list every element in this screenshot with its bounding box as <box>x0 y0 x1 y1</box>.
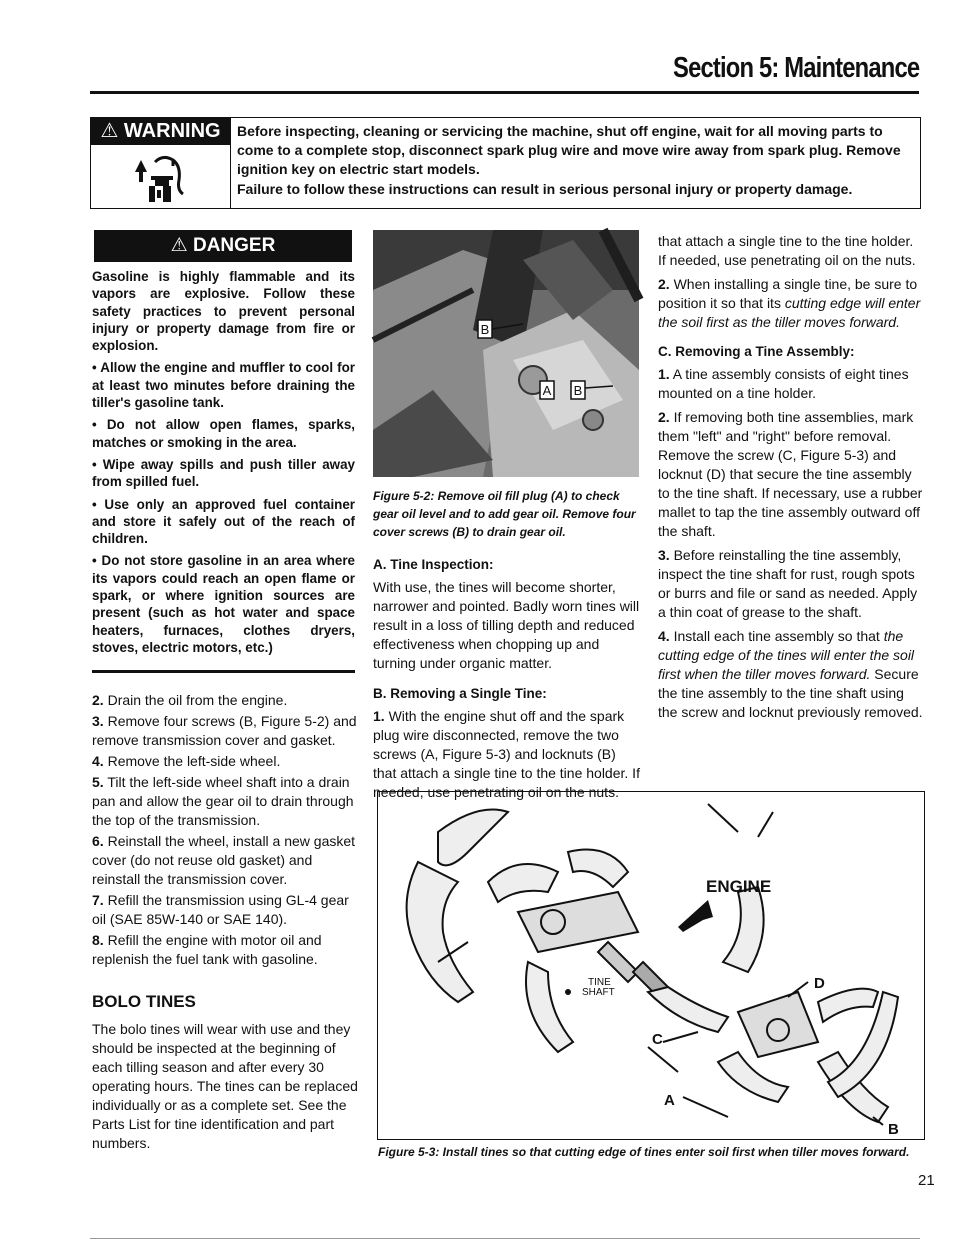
danger-bullet: • Allow the engine and muffler to cool for at least two minutes before draining the tiller's gasoline tank. <box>92 360 355 411</box>
section-title: Section 5: Maintenance <box>672 52 919 84</box>
shaft-label: SHAFT <box>582 987 615 998</box>
step-item: 7. Refill the transmission using GL-4 gear oil (SAE 85W-140 or SAE 140). <box>92 892 349 927</box>
label-a: A <box>664 1092 675 1109</box>
warning-box <box>90 117 921 209</box>
danger-badge <box>94 230 352 262</box>
tine-assembly-diagram <box>378 792 924 1139</box>
step-item: 3. Remove four screws (B, Figure 5-2) and remove transmission cover and gasket. <box>92 713 357 748</box>
figure-5-3-caption: Figure 5-3: Install tines so that cutting edge of tines enter soil first when tiller moves forward. <box>378 1145 910 1159</box>
bottom-divider <box>90 1238 920 1239</box>
step-item: 6. Reinstall the wheel, install a new gasket cover (do not reuse old gasket) and reinstall the transmission cover. <box>92 833 356 887</box>
photo-label-b: B <box>480 322 490 337</box>
danger-section <box>92 230 355 673</box>
danger-text <box>92 268 355 656</box>
danger-divider <box>92 670 355 673</box>
figure-5-3 <box>377 791 925 1140</box>
step-item: 1. A tine assembly consists of eight tines mounted on a tine holder. <box>658 366 909 401</box>
spark-plug-disconnect-icon <box>129 150 193 204</box>
tine-label: TINE <box>588 977 611 988</box>
step-item: 5. Tilt the left-side wheel shaft into a drain pan and allow the gear oil to drain through the top of the transmission. <box>92 774 354 828</box>
danger-intro: Gasoline is highly flammable and its vapors are explosive. Follow these safety practices to prevent personal injury or property damage from fire or explosion. <box>92 269 355 354</box>
warning-text <box>237 122 917 200</box>
step-item: 8. Refill the engine with motor oil and replenish the fuel tank with gasoline. <box>92 932 322 967</box>
warning-label: WARNING <box>123 120 221 142</box>
label-b: B <box>888 1121 899 1138</box>
page-number: 21 <box>918 1172 935 1189</box>
danger-bullet: • Use only an approved fuel container and store it safely out of the reach of children. <box>92 496 355 547</box>
danger-label: DANGER <box>192 235 276 256</box>
bolo-tines-body: The bolo tines will wear with use and they should be inspected at the beginning of each tilling season and after every 30 operating hours. The tines can be replaced individually or as a complete set. See the Parts List for tine identification and part numbers. <box>92 1021 358 1151</box>
danger-bullet: • Do not store gasoline in an area where its vapors could reach an open flame or spark, or where ignition sources are present (such as hot water and space heaters, furnaces, clothes dryers, stoves, electric motors, etc.) <box>92 553 355 655</box>
danger-bullet: • Do not allow open flames, sparks, matches or smoking in the area. <box>92 417 355 450</box>
tine-assembly-heading: C. Removing a Tine Assembly: <box>658 344 855 359</box>
warning-instruction: Before inspecting, cleaning or servicing the machine, shut off engine, wait for all moving parts to come to a complete stop, disconnect spark plug wire and move wire away from spark plug. Remove ignition key on electric start models. <box>237 123 901 177</box>
transmission-photo <box>373 230 639 477</box>
bolo-tines-heading: BOLO TINES <box>92 992 196 1011</box>
tine-inspection-heading: A. Tine Inspection: <box>373 557 494 572</box>
step-item: 2. If removing both tine assemblies, mark them "left" and "right" before removal. Remove the screw (C, Figure 5-3) and locknut (D) that secure the tine assembly to the tine shaft. If necessary, use a rubber mallet to tap the tine assembly outward off the shaft. <box>658 409 923 539</box>
warning-badge <box>91 118 230 145</box>
single-tine-heading: B. Removing a Single Tine: <box>373 686 547 701</box>
figure-5-2-caption: Figure 5-2: Remove oil fill plug (A) to check gear oil level and to add gear oil. Remove four cover screws (B) to drain gear oil. <box>373 489 636 539</box>
step-item: 3. Before reinstalling the tine assembly, inspect the tine shaft for rust, rough spots or burrs and file or sand as needed. Apply a thin coat of grease to the shaft. <box>658 547 918 620</box>
label-d: D <box>814 975 825 992</box>
oil-change-steps <box>92 691 360 971</box>
figure-5-2 <box>373 230 641 541</box>
tine-inspection-body: With use, the tines will become shorter, narrower and pointed. Badly worn tines will result in a loss of tilling depth and reduced effectiveness when chopping up and turning under organic matter. <box>373 579 640 671</box>
label-c: C <box>652 1031 663 1048</box>
engine-label: ENGINE <box>706 877 772 896</box>
step-item: 4. Install each tine assembly so that the cutting edge of the tines will enter the soil first when the tiller moves forward. Secure the tine assembly to the tine shaft using the screw and locknut previously removed. <box>658 628 923 720</box>
page-header <box>90 52 919 94</box>
photo-label-a: A <box>542 383 552 398</box>
tine-inspection-section <box>373 555 641 800</box>
danger-bullet: • Wipe away spills and push tiller away from spilled fuel. <box>92 456 355 490</box>
warning-consequence: Failure to follow these instructions can result in serious personal injury or property damage. <box>237 181 853 197</box>
tine-assembly-section <box>658 232 924 727</box>
photo-label-b2: B <box>573 383 583 398</box>
danger-triangle-icon: ⚠ <box>170 235 188 256</box>
step-item: 2. Drain the oil from the engine. <box>92 692 288 708</box>
single-tine-step-2: 2. When installing a single tine, be sure to position it so that its cutting edge will enter the soil first as the tiller moves forward. <box>658 276 921 330</box>
warning-triangle-icon: ⚠ <box>100 120 119 142</box>
single-tine-step-1-cont: that attach a single tine to the tine holder. If needed, use penetrating oil on the nuts. <box>658 233 916 268</box>
single-tine-step-1: 1. With the engine shut off and the spark plug wire disconnected, remove the two screws (A, Figure 5-3) and locknuts (B) that attach a single tine to the tine holder. If needed, use penetrating oil on the nuts. <box>373 708 640 800</box>
warning-label-panel <box>91 118 231 208</box>
step-item: 4. Remove the left-side wheel. <box>92 753 281 769</box>
